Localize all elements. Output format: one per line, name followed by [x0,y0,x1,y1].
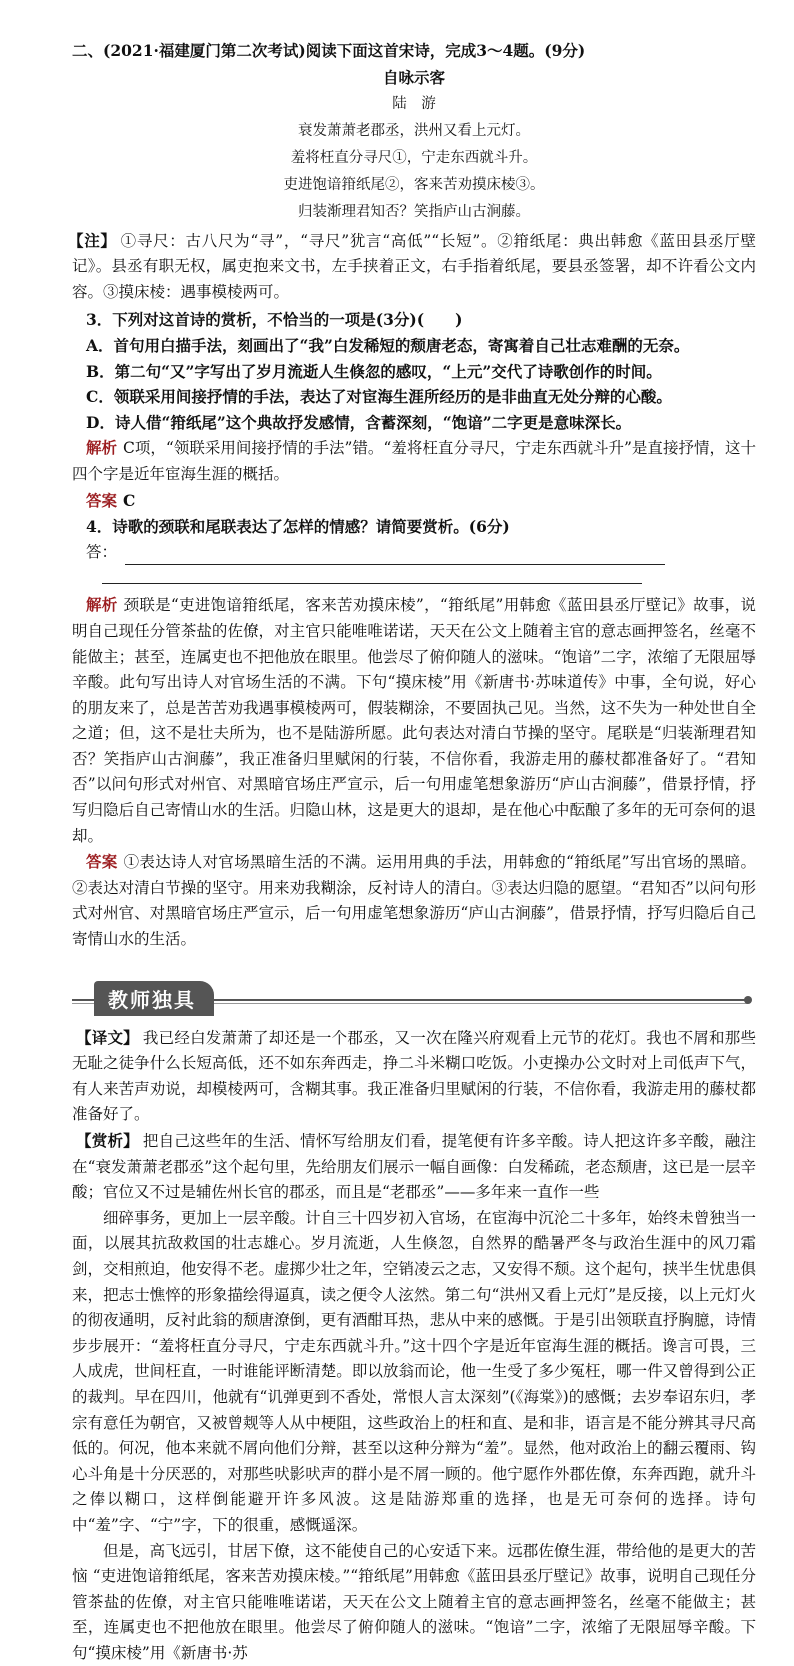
banner-dot-icon [744,996,752,1004]
translation-label: 【译文】 [76,1028,139,1047]
answer-blank[interactable] [102,565,642,584]
poem-line: 吏进饱谙箝纸尾②，客来苦劝摸床棱③。 [72,172,756,199]
q4-answer-label: 答案 [86,852,118,871]
q3-answer-label: 答案 [86,491,117,510]
appreciation-label: 【赏析】 [76,1131,139,1150]
note-label: 【注】 [68,231,117,250]
section-title: 二、(2021·福建厦门第二次考试)阅读下面这首宋诗，完成3～4题。(9分) [72,38,756,64]
q3-analysis [72,435,756,487]
translation [72,1025,756,1128]
q3-option-c: C．领联采用间接抒情的手法，表达了对宦海生涯所经历的是非曲直无处分辩的心酸。 [86,384,756,410]
appreciation-paragraph: 细碎事务，更加上一层辛酸。计自三十四岁初入官场，在宦海中沉沦二十多年，始终未曾独当一面，以展其抗敌救国的壮志雄心。岁月流逝，人生倏忽，自然界的酷暑严冬与政治生涯中的风刀霜剑，交相煎迫，他安得不老。虚掷少壮之年，空销凌云之志，又安得不颓。这个起句，挟半生忧患俱来，把志士憔悴的形象描绘得逼真，读之便令人泫然。第二句“洪州又看上元灯”是反接，以上元灯火的彻夜通明，反衬此翁的颓唐潦倒，更有酒酣耳热，悲从中来的感慨。于是引出领联直抒胸臆，诗情步步展开：“羞将枉直分寻尺，宁走东西就斗升。”这十四个字是近年宦海生涯的概括。谗言可畏，三人成虎，世间枉直，一时谁能评断清楚。即以放翁而论，他一生受了多少冤枉，哪一件又曾得到公正的裁判。早在四川，他就有“讥弹更到不香处，常恨人言太深刻”(《海棠》)的感慨；去岁奉诏东归，孝宗有意任为朝官，又被曾觌等人从中梗阻，这些政治上的枉和直、是和非，语言是不能分辨其寻尺高低的。何况，他本来就不屑向他们分辩，甚至以这种分辩为“羞”。显然，他对政治上的翻云覆雨、钩心斗角是十分厌恶的，对那些吠影吠声的群小是不屑一顾的。他宁愿作外郡佐僚，东奔西跑，就升斗之俸以糊口，这样倒能避开许多风波。这是陆游郑重的选择，也是无可奈何的选择。诗句中“羞”字、“宁”字，下的很重，感慨遥深。 [72,1206,756,1539]
note-text: ①寻尺：古八尺为“寻”，“寻尺”犹言“高低”“长短”。②箝纸尾：典出韩愈《蓝田县丞厅壁记》。县丞有职无权，属吏抱来文书，左手挟着正文，右手指着纸尾，要县丞签署，却不许看公文内容。③摸床棱：遇事模棱两可。 [72,232,756,301]
q3-stem: 3．下列对这首诗的赏析，不恰当的一项是(3分)( ) [86,307,756,333]
poem-line: 羞将枉直分寻尺①，宁走东西就斗升。 [72,145,756,172]
q3-analysis-text: C项，“领联采用间接抒情的手法”错。“羞将枉直分寻尺，宁走东西就斗升”是直接抒情，这十四个字是近年宦海生涯的概括。 [72,439,756,483]
q4-answer-text: ①表达诗人对官场黑暗生活的不满。运用用典的手法，用韩愈的“箝纸尾”写出官场的黑暗。②表达对清白节操的坚守。用来劝我糊涂，反衬诗人的清白。③表达归隐的愿望。“君知否”以问句形式对州官、对黑暗官场庄严宣示，后一句用虚笔想象游历“庐山古涧藤”，借景抒情，抒写归隐后自己寄情山水的生活。 [72,853,756,948]
q4-answer-prefix: 答： [86,543,117,561]
poem-title: 自咏示客 [72,64,756,91]
q3-option-a: A．首句用白描手法，刻画出了“我”白发稀短的颓唐老态，寄寓着自己壮志难酬的无奈。 [86,333,756,359]
poem-author: 陆 游 [72,91,756,118]
q3-answer [72,488,756,515]
q4-analysis [72,592,756,849]
poem-line: 衰发萧萧老郡丞，洪州又看上元灯。 [72,118,756,145]
poem-note [72,228,756,306]
q4-stem: 4．诗歌的颈联和尾联表达了怎样的情感？请简要赏析。(6分) [86,514,756,540]
q4-answer-line [86,540,756,566]
appreciation-paragraph [72,1128,756,1206]
q4-answer [72,849,756,952]
appreciation-text: 把自己这些年的生活、情怀写给朋友们看，提笔便有许多辛酸。诗人把这许多辛酸，融注在“衰发萧萧老郡丞”这个起句里，先给朋友们展示一幅自画像：白发稀疏，老态颓唐，这已是一层辛酸；官位又不过是辅佐州长官的郡丞，而且是“老郡丞”——多年来一直作一些 [72,1132,756,1201]
appreciation-paragraph: 但是，高飞远引，甘居下僚，这不能使自己的心安适下来。远郡佐僚生涯，带给他的是更大的苦恼 “吏进饱谙箝纸尾，客来苦劝摸床棱。”“箝纸尾”用韩愈《蓝田县丞厅壁记》故事，说明自己现任分管茶盐的佐僚，对主官只能唯唯诺诺，天天在公文上随着主官的意志画押签名，丝毫不能做主；甚至，连属吏也不把他放在眼里。他尝尽了俯仰随人的滋味。“饱谙”二字，浓缩了无限屈辱辛酸。下句“摸床棱”用《新唐书·苏 [72,1539,756,1666]
q4-analysis-label: 解析 [86,595,118,614]
banner-label: 教师独具 [94,981,214,1016]
q3-analysis-label: 解析 [86,438,117,457]
translation-text: 我已经白发萧萧了却还是一个郡丞，又一次在隆兴府观看上元节的花灯。我也不屑和那些无耻之徒争什么长短高低，还不如东奔西走，挣二斗米糊口吃饭。小吏操办公文时对上司低声下气，有人来苦声劝说，却模棱两可，含糊其事。我正准备归里赋闲的行装，不信你看，我游走用的藤杖都准备好了。 [72,1029,756,1124]
answer-blank[interactable] [125,548,665,565]
teacher-banner [72,979,756,1015]
q3-option-b: B．第二句“又”字写出了岁月流逝人生倏忽的感叹，“上元”交代了诗歌创作的时间。 [86,359,756,385]
q4-analysis-text: 颈联是“吏进饱谙箝纸尾，客来苦劝摸床棱”，“箝纸尾”用韩愈《蓝田县丞厅壁记》故事，说明自己现任分管茶盐的佐僚，对主官只能唯唯诺诺，天天在公文上随着主官的意志画押签名，丝毫不能做主；甚至，连属吏也不把他放在眼里。他尝尽了俯仰随人的滋味。“饱谙”二字，浓缩了无限屈辱辛酸。此句写出诗人对官场生活的不满。下句“摸床棱”用《新唐书·苏味道传》中事，全句说，好心的朋友来了，总是苦苦劝我遇事模棱两可，假装糊涂，不要固执己见。当然，这不失为一种处世自全之道；但，这不是壮夫所为，也不是陆游所愿。此句表达对清白节操的坚守。尾联是“归装渐理君知否？笑指庐山古涧藤”，我正准备归里赋闲的行装，不信你看，我游走用的藤杖都准备好了。“君知否”以问句形式对州官、对黑暗官场庄严宣示，后一句用虚笔想象游历“庐山古涧藤”，借景抒情，抒写归隐后自己寄情山水的生活。归隐山林，这是更大的退却，是在他心中酝酿了多年的无可奈何的退却。 [72,596,756,844]
q3-answer-text: C [123,491,135,510]
q3-option-d: D．诗人借“箝纸尾”这个典故抒发感情，含蓄深刻，“饱谙”二字更是意味深长。 [86,410,756,436]
poem-line: 归装渐理君知否？笑指庐山古涧藤。 [72,199,756,226]
